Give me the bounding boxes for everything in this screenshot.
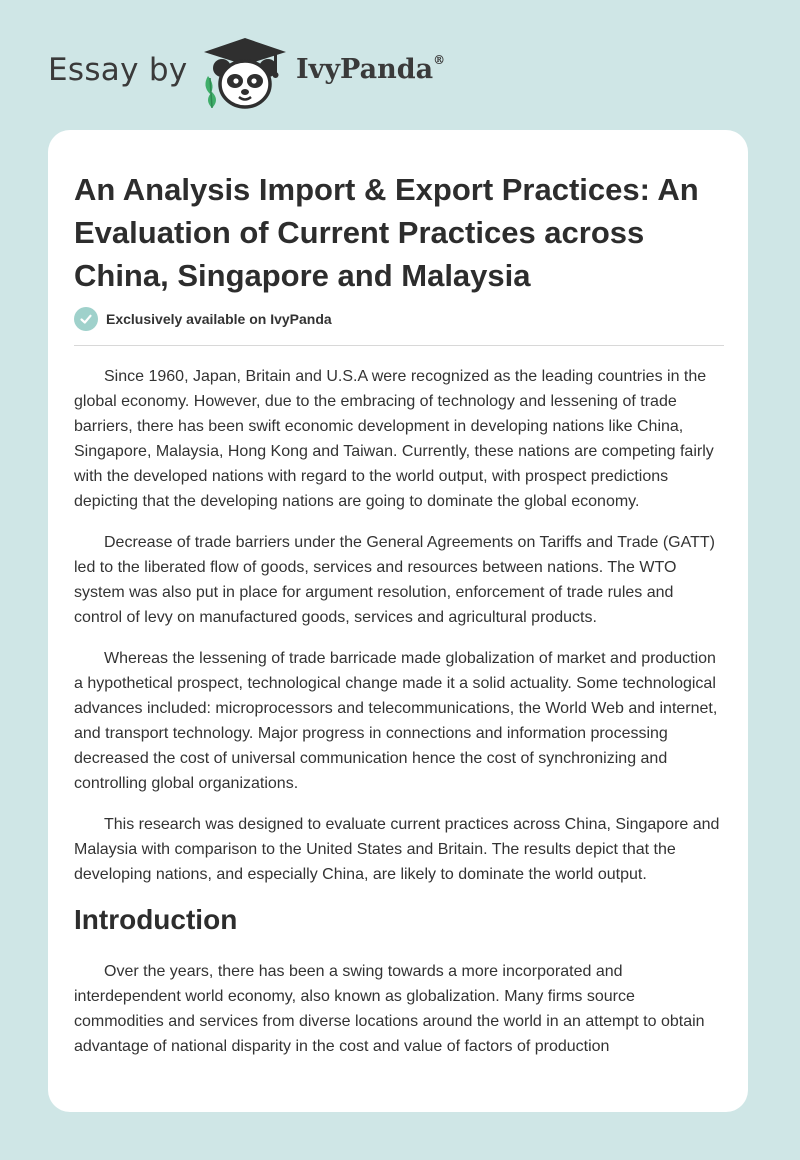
essay-card	[48, 130, 748, 1112]
ivypanda-logo-icon[interactable]	[200, 34, 290, 112]
essay-title: An Analysis Import & Export Practices: An Evaluation of Current Practices across China, Singapore and Malaysia	[74, 172, 699, 293]
registered-mark: ®	[433, 53, 446, 67]
paragraph: This research was designed to evaluate current practices across China, Singapore and Malaysia with comparison to the United States and Britain. The results depict that the developing nations, and especially China, are likely to dominate the world output.	[74, 816, 720, 883]
site-header	[0, 0, 800, 130]
section-heading: Introduction	[74, 904, 238, 935]
brand-prefix: Essay by	[48, 52, 188, 88]
checkmark-icon	[74, 307, 98, 331]
paragraph: Whereas the lessening of trade barricade made globalization of market and production a hypothetical prospect, technological change made it a solid actuality. Some technological advances included: microprocessors and telecommunications, the World Web and internet, and transport technology. Major progress in connections and information processing decreased the cost of universal communication hence the cost of synchronizing and controlling global organizations.	[74, 650, 718, 792]
divider	[74, 345, 724, 346]
brand-name: IvyPanda®	[296, 53, 446, 85]
paragraph: Decrease of trade barriers under the General Agreements on Tariffs and Trade (GATT) led to the liberated flow of goods, services and resources between nations. The WTO system was also put in place for argument resolution, enforcement of trade rules and control of levy on manufactured goods, services and agricultural products.	[74, 534, 715, 626]
paragraph: Since 1960, Japan, Britain and U.S.A were recognized as the leading countries in the global economy. However, due to the embracing of technology and lessening of trade barriers, there has been swift economic development in developing nations like China, Singapore, Malaysia, Hong Kong and Taiwan. Currently, these nations are competing fairly with the developed nations with regard to the world output, with prospect predictions depicting that the developing nations are going to dominate the global economy.	[74, 368, 714, 510]
essay-body	[74, 364, 724, 1075]
exclusive-badge	[74, 306, 332, 332]
badge-text: Exclusively available on IvyPanda	[106, 311, 332, 327]
paragraph: Over the years, there has been a swing towards a more incorporated and interdependent world economy, also known as globalization. Many firms source commodities and services from diverse locations around the world in an attempt to obtain advantage of national disparity in the cost and value of factors of production	[74, 963, 705, 1055]
